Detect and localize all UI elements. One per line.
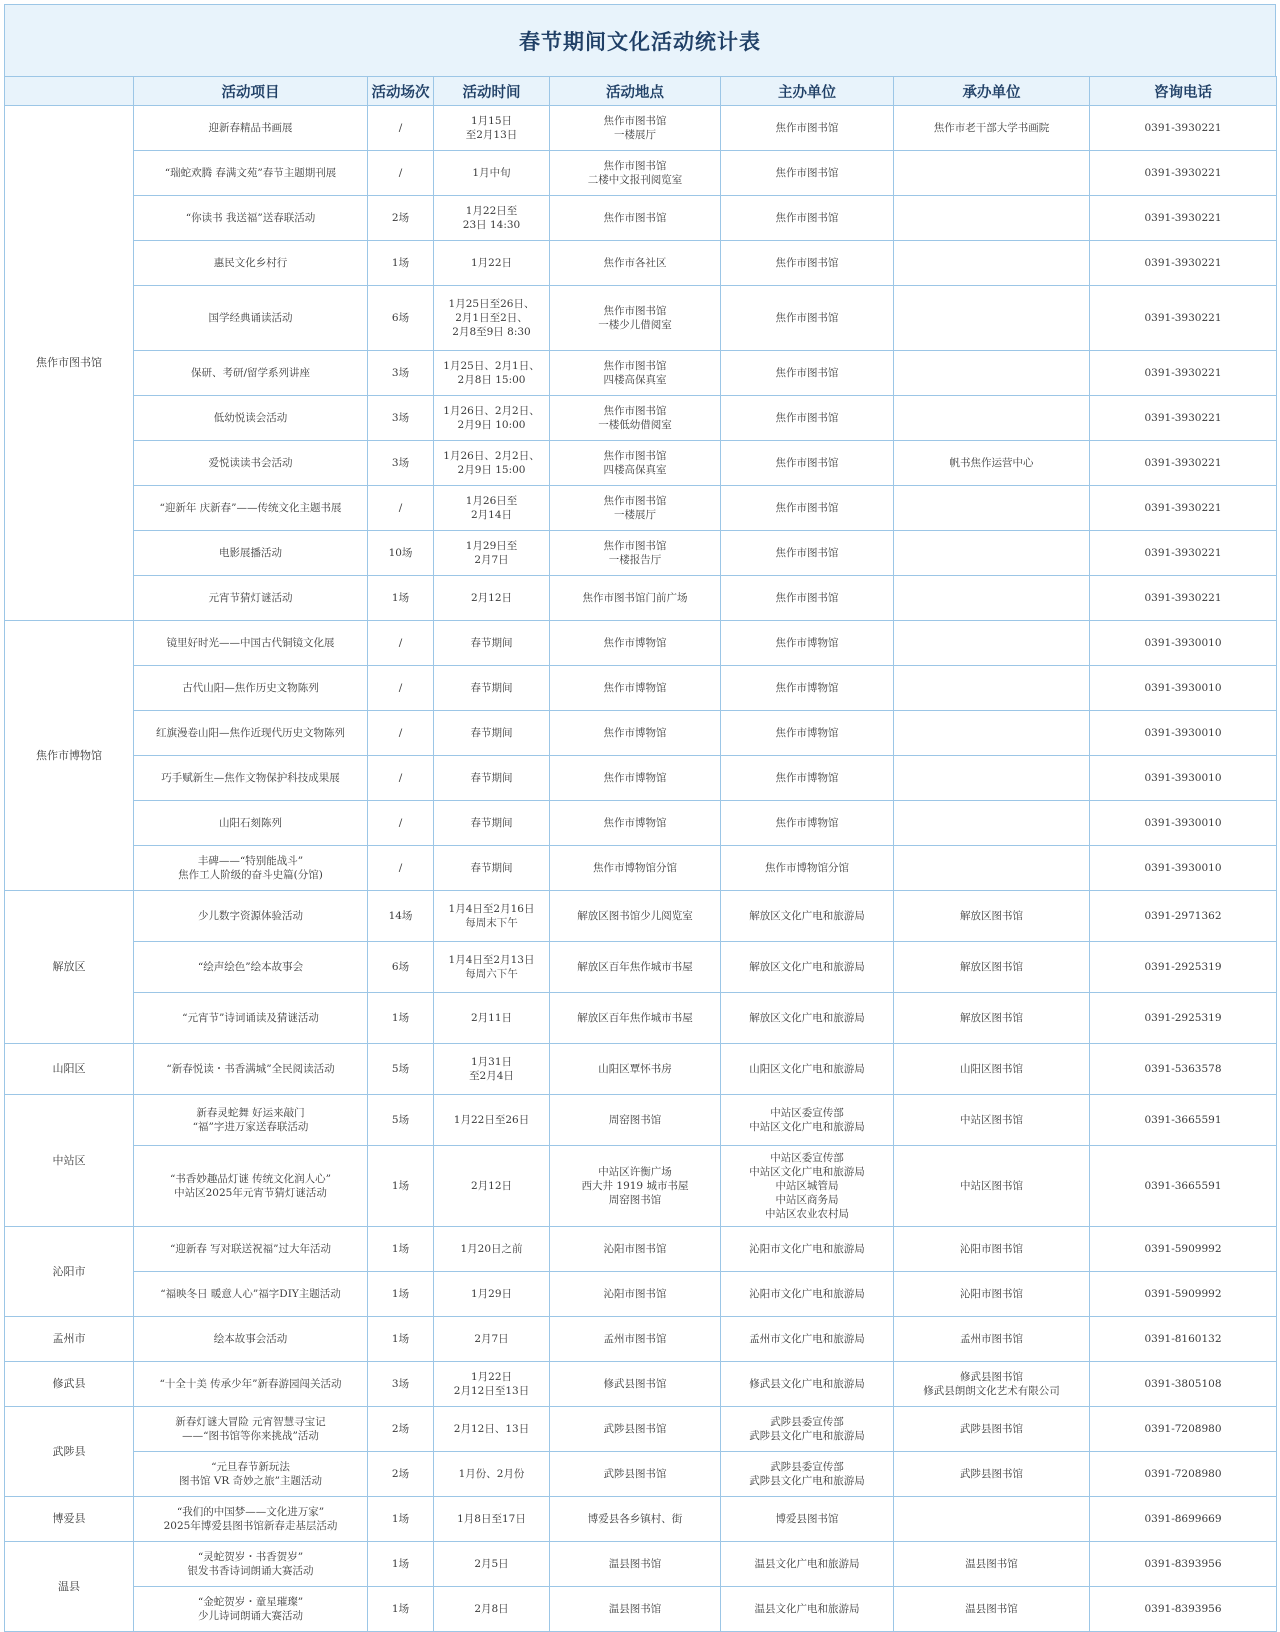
sessions-cell: / — [368, 621, 434, 666]
time-cell: 1月20日之前 — [434, 1227, 550, 1272]
phone-cell: 0391-7208980 — [1090, 1407, 1277, 1452]
time-cell: 春节期间 — [434, 846, 550, 891]
activity-cell: 惠民文化乡村行 — [134, 241, 368, 286]
phone-cell: 0391-3805108 — [1090, 1362, 1277, 1407]
activity-cell: 镜里好时光——中国古代铜镜文化展 — [134, 621, 368, 666]
organizer-cell — [894, 486, 1090, 531]
location-cell: 解放区百年焦作城市书屋 — [550, 993, 721, 1044]
time-cell: 1月22日至 23日 14:30 — [434, 196, 550, 241]
location-cell: 焦作市图书馆 四楼高保真室 — [550, 351, 721, 396]
time-cell: 2月12日 — [434, 576, 550, 621]
organizer-cell: 孟州市图书馆 — [894, 1317, 1090, 1362]
location-cell: 温县图书馆 — [550, 1587, 721, 1632]
table-row — [5, 756, 1277, 801]
location-cell: 孟州市图书馆 — [550, 1317, 721, 1362]
activity-cell: 新春灵蛇舞 好运来敲门 “福”字进万家送春联活动 — [134, 1095, 368, 1146]
time-cell: 1月26日至 2月14日 — [434, 486, 550, 531]
organizer-cell — [894, 286, 1090, 351]
phone-cell: 0391-2971362 — [1090, 891, 1277, 942]
activity-cell: 新春灯谜大冒险 元宵智慧寻宝记 ——“图书馆等你来挑战”活动 — [134, 1407, 368, 1452]
time-cell: 1月25日至26日、 2月1日至2日、 2月8至9日 8:30 — [434, 286, 550, 351]
table-row — [5, 241, 1277, 286]
activity-cell: 古代山阳—焦作历史文物陈列 — [134, 666, 368, 711]
table-row — [5, 1587, 1277, 1632]
location-cell: 焦作市博物馆 — [550, 711, 721, 756]
host-cell: 焦作市图书馆 — [721, 286, 894, 351]
activity-cell: 低幼悦读会活动 — [134, 396, 368, 441]
sessions-cell: 1场 — [368, 241, 434, 286]
host-cell: 修武县文化广电和旅游局 — [721, 1362, 894, 1407]
location-cell: 焦作市博物馆 — [550, 801, 721, 846]
organization-cell: 山阳区 — [5, 1044, 134, 1095]
organization-cell: 焦作市博物馆 — [5, 621, 134, 891]
sessions-cell: 6场 — [368, 286, 434, 351]
location-cell: 焦作市图书馆 一楼展厅 — [550, 486, 721, 531]
host-cell: 焦作市博物馆 — [721, 621, 894, 666]
phone-cell: 0391-3665591 — [1090, 1095, 1277, 1146]
host-cell: 焦作市图书馆 — [721, 441, 894, 486]
activity-cell: 国学经典诵读活动 — [134, 286, 368, 351]
header-row — [5, 77, 1277, 106]
host-cell: 焦作市博物馆 — [721, 666, 894, 711]
activity-cell: 少儿数字资源体验活动 — [134, 891, 368, 942]
activity-cell: “金蛇贺岁・童星璀璨” 少儿诗词朗诵大赛活动 — [134, 1587, 368, 1632]
location-cell: 焦作市图书馆 二楼中文报刊阅览室 — [550, 151, 721, 196]
activity-cell: “十全十美 传承少年”新春游园闯关活动 — [134, 1362, 368, 1407]
table-row — [5, 942, 1277, 993]
table-row — [5, 1095, 1277, 1146]
table-row — [5, 1146, 1277, 1227]
header-cell-org — [5, 77, 134, 106]
sessions-cell: 3场 — [368, 396, 434, 441]
host-cell: 解放区文化广电和旅游局 — [721, 891, 894, 942]
organizer-cell: 解放区图书馆 — [894, 891, 1090, 942]
location-cell: 中站区许衡广场 西大井 1919 城市书屋 周窑图书馆 — [550, 1146, 721, 1227]
phone-cell: 0391-5363578 — [1090, 1044, 1277, 1095]
table-title: 春节期间文化活动统计表 — [4, 4, 1276, 76]
table-row — [5, 1542, 1277, 1587]
phone-cell: 0391-8160132 — [1090, 1317, 1277, 1362]
table-row — [5, 396, 1277, 441]
activity-cell: “新春悦读・书香满城”全民阅读活动 — [134, 1044, 368, 1095]
phone-cell: 0391-3930010 — [1090, 666, 1277, 711]
activity-cell: 迎新春精品书画展 — [134, 106, 368, 151]
table-row — [5, 621, 1277, 666]
activity-cell: “书香妙趣品灯谜 传统文化润人心” 中站区2025年元宵节猜灯谜活动 — [134, 1146, 368, 1227]
table-row — [5, 531, 1277, 576]
phone-cell: 0391-3930221 — [1090, 106, 1277, 151]
time-cell: 2月7日 — [434, 1317, 550, 1362]
time-cell: 2月8日 — [434, 1587, 550, 1632]
activity-cell: “元旦春节新玩法 图书馆 VR 奇妙之旅”主题活动 — [134, 1452, 368, 1497]
phone-cell: 0391-3930221 — [1090, 486, 1277, 531]
table-row — [5, 1317, 1277, 1362]
activity-cell: “灵蛇贺岁・书香贺岁” 银发书香诗词朗诵大赛活动 — [134, 1542, 368, 1587]
phone-cell: 0391-8393956 — [1090, 1587, 1277, 1632]
header-cell-host: 主办单位 — [721, 77, 894, 106]
table-row — [5, 576, 1277, 621]
host-cell: 武陟县委宣传部 武陟县文化广电和旅游局 — [721, 1452, 894, 1497]
sessions-cell: 1场 — [368, 993, 434, 1044]
sessions-cell: 1场 — [368, 1497, 434, 1542]
sessions-cell: 1场 — [368, 576, 434, 621]
table-row — [5, 1227, 1277, 1272]
table-row — [5, 1044, 1277, 1095]
host-cell: 沁阳市文化广电和旅游局 — [721, 1227, 894, 1272]
organizer-cell: 中站区图书馆 — [894, 1095, 1090, 1146]
host-cell: 解放区文化广电和旅游局 — [721, 993, 894, 1044]
sessions-cell: 14场 — [368, 891, 434, 942]
organizer-cell — [894, 801, 1090, 846]
organizer-cell — [894, 576, 1090, 621]
table-row — [5, 441, 1277, 486]
host-cell: 中站区委宣传部 中站区文化广电和旅游局 — [721, 1095, 894, 1146]
time-cell: 春节期间 — [434, 666, 550, 711]
host-cell: 焦作市图书馆 — [721, 351, 894, 396]
host-cell: 武陟县委宣传部 武陟县文化广电和旅游局 — [721, 1407, 894, 1452]
location-cell: 焦作市博物馆 — [550, 666, 721, 711]
table-row — [5, 801, 1277, 846]
organizer-cell: 温县图书馆 — [894, 1587, 1090, 1632]
phone-cell: 0391-5909992 — [1090, 1272, 1277, 1317]
sessions-cell: 1场 — [368, 1146, 434, 1227]
time-cell: 1月8日至17日 — [434, 1497, 550, 1542]
page — [4, 4, 1276, 1632]
organizer-cell: 沁阳市图书馆 — [894, 1272, 1090, 1317]
time-cell: 春节期间 — [434, 756, 550, 801]
activity-cell: 元宵节猜灯谜活动 — [134, 576, 368, 621]
phone-cell: 0391-8393956 — [1090, 1542, 1277, 1587]
activity-cell: 保研、考研/留学系列讲座 — [134, 351, 368, 396]
organization-cell: 修武县 — [5, 1362, 134, 1407]
table-row — [5, 1497, 1277, 1542]
location-cell: 焦作市博物馆分馆 — [550, 846, 721, 891]
phone-cell: 0391-3665591 — [1090, 1146, 1277, 1227]
organization-cell: 博爱县 — [5, 1497, 134, 1542]
sessions-cell: 2场 — [368, 1452, 434, 1497]
organization-cell: 解放区 — [5, 891, 134, 1044]
sessions-cell: 1场 — [368, 1272, 434, 1317]
host-cell: 焦作市图书馆 — [721, 531, 894, 576]
activity-cell: 电影展播活动 — [134, 531, 368, 576]
sessions-cell: / — [368, 666, 434, 711]
location-cell: 焦作市图书馆 一楼报告厅 — [550, 531, 721, 576]
phone-cell: 0391-3930010 — [1090, 756, 1277, 801]
organizer-cell: 沁阳市图书馆 — [894, 1227, 1090, 1272]
sessions-cell: 3场 — [368, 351, 434, 396]
table-row — [5, 891, 1277, 942]
time-cell: 2月5日 — [434, 1542, 550, 1587]
host-cell: 焦作市图书馆 — [721, 241, 894, 286]
location-cell: 周窑图书馆 — [550, 1095, 721, 1146]
activity-cell: 红旗漫卷山阳—焦作近现代历史文物陈列 — [134, 711, 368, 756]
organization-cell: 焦作市图书馆 — [5, 106, 134, 621]
table-row — [5, 711, 1277, 756]
table-row — [5, 1452, 1277, 1497]
activity-cell: “元宵节”诗词诵读及猜谜活动 — [134, 993, 368, 1044]
sessions-cell: / — [368, 846, 434, 891]
phone-cell: 0391-3930221 — [1090, 351, 1277, 396]
organizer-cell — [894, 666, 1090, 711]
host-cell: 焦作市博物馆 — [721, 801, 894, 846]
table-row — [5, 993, 1277, 1044]
phone-cell: 0391-3930010 — [1090, 621, 1277, 666]
sessions-cell: / — [368, 756, 434, 801]
host-cell: 焦作市图书馆 — [721, 486, 894, 531]
sessions-cell: 10场 — [368, 531, 434, 576]
organizer-cell: 解放区图书馆 — [894, 993, 1090, 1044]
time-cell: 1月26日、2月2日、 2月9日 10:00 — [434, 396, 550, 441]
organization-cell: 温县 — [5, 1542, 134, 1632]
sessions-cell: 2场 — [368, 1407, 434, 1452]
activity-cell: 山阳石刻陈列 — [134, 801, 368, 846]
host-cell: 沁阳市文化广电和旅游局 — [721, 1272, 894, 1317]
host-cell: 博爱县图书馆 — [721, 1497, 894, 1542]
host-cell: 山阳区文化广电和旅游局 — [721, 1044, 894, 1095]
organizer-cell — [894, 241, 1090, 286]
organization-cell: 孟州市 — [5, 1317, 134, 1362]
phone-cell: 0391-7208980 — [1090, 1452, 1277, 1497]
organizer-cell: 解放区图书馆 — [894, 942, 1090, 993]
sessions-cell: / — [368, 151, 434, 196]
time-cell: 1月26日、2月2日、 2月9日 15:00 — [434, 441, 550, 486]
phone-cell: 0391-3930221 — [1090, 196, 1277, 241]
time-cell: 1月份、2月份 — [434, 1452, 550, 1497]
location-cell: 焦作市图书馆 一楼少儿借阅室 — [550, 286, 721, 351]
location-cell: 沁阳市图书馆 — [550, 1227, 721, 1272]
table-row — [5, 351, 1277, 396]
table-body — [5, 106, 1277, 1632]
activity-cell: “迎新年 庆新春”——传统文化主题书展 — [134, 486, 368, 531]
sessions-cell: / — [368, 106, 434, 151]
time-cell: 春节期间 — [434, 801, 550, 846]
organization-cell: 武陟县 — [5, 1407, 134, 1497]
phone-cell: 0391-2925319 — [1090, 993, 1277, 1044]
phone-cell: 0391-3930221 — [1090, 576, 1277, 621]
header-cell-time: 活动时间 — [434, 77, 550, 106]
phone-cell: 0391-3930221 — [1090, 441, 1277, 486]
host-cell: 焦作市博物馆分馆 — [721, 846, 894, 891]
sessions-cell: 3场 — [368, 1362, 434, 1407]
location-cell: 焦作市博物馆 — [550, 621, 721, 666]
time-cell: 1月15日 至2月13日 — [434, 106, 550, 151]
time-cell: 1月22日 — [434, 241, 550, 286]
host-cell: 焦作市图书馆 — [721, 396, 894, 441]
location-cell: 解放区百年焦作城市书屋 — [550, 942, 721, 993]
host-cell: 温县文化广电和旅游局 — [721, 1587, 894, 1632]
sessions-cell: 2场 — [368, 196, 434, 241]
table-row — [5, 1362, 1277, 1407]
phone-cell: 0391-3930221 — [1090, 396, 1277, 441]
host-cell: 焦作市博物馆 — [721, 711, 894, 756]
activity-cell: 绘本故事会活动 — [134, 1317, 368, 1362]
time-cell: 1月29日 — [434, 1272, 550, 1317]
time-cell: 1月22日 2月12日至13日 — [434, 1362, 550, 1407]
location-cell: 武陟县图书馆 — [550, 1452, 721, 1497]
host-cell: 解放区文化广电和旅游局 — [721, 942, 894, 993]
sessions-cell: 5场 — [368, 1044, 434, 1095]
organizer-cell: 焦作市老干部大学书画院 — [894, 106, 1090, 151]
organizer-cell: 温县图书馆 — [894, 1542, 1090, 1587]
activity-cell: 丰碑——“特别能战斗” 焦作工人阶级的奋斗史篇(分馆) — [134, 846, 368, 891]
time-cell: 春节期间 — [434, 621, 550, 666]
sessions-cell: 1场 — [368, 1587, 434, 1632]
sessions-cell: 1场 — [368, 1227, 434, 1272]
host-cell: 温县文化广电和旅游局 — [721, 1542, 894, 1587]
activity-cell: 巧手赋新生—焦作文物保护科技成果展 — [134, 756, 368, 801]
organizer-cell — [894, 621, 1090, 666]
organizer-cell — [894, 531, 1090, 576]
sessions-cell: 1场 — [368, 1317, 434, 1362]
sessions-cell: 5场 — [368, 1095, 434, 1146]
table-row — [5, 846, 1277, 891]
host-cell: 焦作市图书馆 — [721, 106, 894, 151]
organizer-cell — [894, 396, 1090, 441]
sessions-cell: 3场 — [368, 441, 434, 486]
time-cell: 1月29日至 2月7日 — [434, 531, 550, 576]
activity-cell: “你读书 我送福”送春联活动 — [134, 196, 368, 241]
organization-cell: 中站区 — [5, 1095, 134, 1227]
location-cell: 解放区图书馆少儿阅览室 — [550, 891, 721, 942]
organization-cell: 沁阳市 — [5, 1227, 134, 1317]
table-row — [5, 486, 1277, 531]
organizer-cell — [894, 196, 1090, 241]
location-cell: 温县图书馆 — [550, 1542, 721, 1587]
activity-cell: “绘声绘色”绘本故事会 — [134, 942, 368, 993]
organizer-cell — [894, 711, 1090, 756]
table-row — [5, 106, 1277, 151]
header-cell-sessions: 活动场次 — [368, 77, 434, 106]
header-cell-organizer: 承办单位 — [894, 77, 1090, 106]
time-cell: 1月中旬 — [434, 151, 550, 196]
location-cell: 山阳区覃怀书房 — [550, 1044, 721, 1095]
host-cell: 中站区委宣传部 中站区文化广电和旅游局 中站区城管局 中站区商务局 中站区农业农村局 — [721, 1146, 894, 1227]
location-cell: 沁阳市图书馆 — [550, 1272, 721, 1317]
location-cell: 焦作市博物馆 — [550, 756, 721, 801]
phone-cell: 0391-3930221 — [1090, 531, 1277, 576]
phone-cell: 0391-3930010 — [1090, 801, 1277, 846]
organizer-cell: 山阳区图书馆 — [894, 1044, 1090, 1095]
phone-cell: 0391-8699669 — [1090, 1497, 1277, 1542]
location-cell: 博爱县各乡镇村、街 — [550, 1497, 721, 1542]
phone-cell: 0391-3930221 — [1090, 241, 1277, 286]
table-row — [5, 666, 1277, 711]
phone-cell: 0391-5909992 — [1090, 1227, 1277, 1272]
phone-cell: 0391-3930010 — [1090, 711, 1277, 756]
time-cell: 1月4日至2月16日 每周末下午 — [434, 891, 550, 942]
activity-cell: “我们的中国梦——文化进万家” 2025年博爱县图书馆新春走基层活动 — [134, 1497, 368, 1542]
activity-cell: “迎新春 写对联送祝福”过大年活动 — [134, 1227, 368, 1272]
activity-cell: 爱悦读读书会活动 — [134, 441, 368, 486]
host-cell: 焦作市图书馆 — [721, 151, 894, 196]
location-cell: 焦作市图书馆 四楼高保真室 — [550, 441, 721, 486]
time-cell: 2月12日 — [434, 1146, 550, 1227]
location-cell: 焦作市图书馆门前广场 — [550, 576, 721, 621]
host-cell: 焦作市图书馆 — [721, 196, 894, 241]
host-cell: 孟州市文化广电和旅游局 — [721, 1317, 894, 1362]
organizer-cell — [894, 1497, 1090, 1542]
phone-cell: 0391-3930221 — [1090, 286, 1277, 351]
location-cell: 焦作市各社区 — [550, 241, 721, 286]
sessions-cell: 1场 — [368, 1542, 434, 1587]
time-cell: 1月25日、2月1日、 2月8日 15:00 — [434, 351, 550, 396]
activity-cell: “瑞蛇欢腾 春满文苑”春节主题期刊展 — [134, 151, 368, 196]
sessions-cell: / — [368, 801, 434, 846]
table-row — [5, 196, 1277, 241]
organizer-cell — [894, 756, 1090, 801]
time-cell: 1月22日至26日 — [434, 1095, 550, 1146]
organizer-cell: 中站区图书馆 — [894, 1146, 1090, 1227]
phone-cell: 0391-2925319 — [1090, 942, 1277, 993]
sessions-cell: / — [368, 486, 434, 531]
time-cell: 1月4日至2月13日 每周六下午 — [434, 942, 550, 993]
table-row — [5, 1272, 1277, 1317]
header-cell-activity: 活动项目 — [134, 77, 368, 106]
location-cell: 焦作市图书馆 一楼展厅 — [550, 106, 721, 151]
organizer-cell: 帆书焦作运营中心 — [894, 441, 1090, 486]
time-cell: 春节期间 — [434, 711, 550, 756]
time-cell: 2月12日、13日 — [434, 1407, 550, 1452]
location-cell: 焦作市图书馆 — [550, 196, 721, 241]
sessions-cell: / — [368, 711, 434, 756]
location-cell: 修武县图书馆 — [550, 1362, 721, 1407]
organizer-cell: 武陟县图书馆 — [894, 1407, 1090, 1452]
activity-table — [4, 76, 1277, 1632]
sessions-cell: 6场 — [368, 942, 434, 993]
header-cell-location: 活动地点 — [550, 77, 721, 106]
activity-cell: “福映冬日 暖意人心”福字DIY主题活动 — [134, 1272, 368, 1317]
phone-cell: 0391-3930221 — [1090, 151, 1277, 196]
organizer-cell — [894, 846, 1090, 891]
location-cell: 武陟县图书馆 — [550, 1407, 721, 1452]
time-cell: 1月31日 至2月4日 — [434, 1044, 550, 1095]
host-cell: 焦作市博物馆 — [721, 756, 894, 801]
location-cell: 焦作市图书馆 一楼低幼借阅室 — [550, 396, 721, 441]
table-row — [5, 286, 1277, 351]
header-cell-phone: 咨询电话 — [1090, 77, 1277, 106]
phone-cell: 0391-3930010 — [1090, 846, 1277, 891]
table-row — [5, 1407, 1277, 1452]
organizer-cell — [894, 151, 1090, 196]
organizer-cell — [894, 351, 1090, 396]
time-cell: 2月11日 — [434, 993, 550, 1044]
organizer-cell: 修武县图书馆 修武县朗朗文化艺术有限公司 — [894, 1362, 1090, 1407]
table-row — [5, 151, 1277, 196]
organizer-cell: 武陟县图书馆 — [894, 1452, 1090, 1497]
host-cell: 焦作市图书馆 — [721, 576, 894, 621]
